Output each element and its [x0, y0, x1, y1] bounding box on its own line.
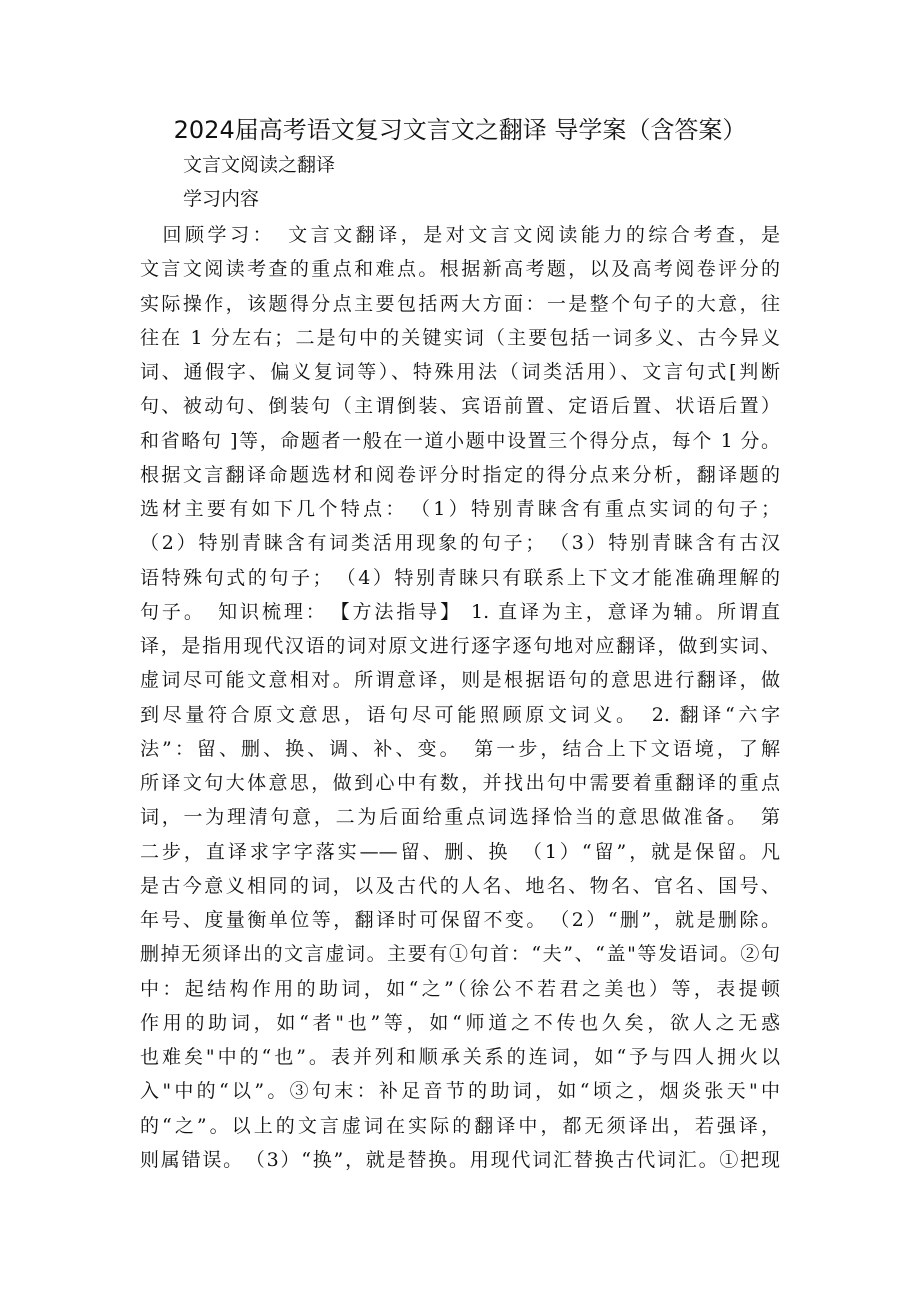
text-line: 文言文阅读考查的重点和难点。根据新高考题，以及高考阅卷评分的: [140, 258, 780, 281]
text-line: （2）特别青睐含有词类活用现象的句子； （3）特别青睐含有古汉: [140, 532, 780, 555]
text-line: 译，是指用现代汉语的词对原文进行逐字逐句地对应翻译，做到实词、: [140, 635, 780, 657]
text-line: 实际操作，该题得分点主要包括两大方面：一是整个句子的大意，往: [140, 292, 780, 315]
subheading-study-content: 学习内容: [183, 188, 260, 210]
text-line: 根据文言翻译命题选材和阅卷评分时指定的得分点来分析，翻译题的: [140, 463, 780, 486]
text-line: 句子。 知识梳理： 【方法指导】 1. 直译为主，意译为辅。所谓直: [140, 600, 780, 623]
text-line: 也难矣"中的“也”。表并列和顺承关系的连词，如“予与四人拥火以: [140, 1046, 780, 1068]
text-line: 语特殊句式的句子； （4）特别青睐只有联系上下文才能准确理解的: [140, 566, 780, 589]
body-paragraph: [140, 218, 780, 1177]
text-line: 入"中的“以”。③句末：补足音节的助词，如“顷之，烟炎张天"中: [140, 1080, 780, 1103]
text-line: 到尽量符合原文意思，语句尽可能照顾原文词义。 2. 翻译“六字: [140, 703, 780, 726]
document-title: 2024届高考语文复习文言文之翻译 导学案（含答案）: [173, 116, 747, 144]
text-line: 删掉无须译出的文言虚词。主要有①句首：“夫”、“盖"等发语词。②句: [140, 943, 780, 966]
text-line: 句、被动句、倒装句（主谓倒装、宾语前置、定语后置、状语后置）: [140, 395, 780, 418]
text-line: 回顾学习： 文言文翻译，是对文言文阅读能力的综合考查，是: [140, 224, 780, 246]
text-line: 往在 1 分左右；二是句中的关键实词（主要包括一词多义、古今异义: [140, 326, 780, 349]
text-line: 作用的助词，如“者"也”等，如“师道之不传也久矣，欲人之无惑: [140, 1011, 780, 1034]
text-line: 虚词尽可能文意相对。所谓意译，则是根据语句的意思进行翻译，做: [140, 669, 780, 692]
text-line: 和省略句 ]等，命题者一般在一道小题中设置三个得分点，每个 1 分。: [140, 429, 780, 452]
text-line: 所译文句大体意思，做到心中有数，并找出句中需要着重翻译的重点: [140, 772, 780, 794]
subheading-translation: 文言文阅读之翻译: [183, 154, 336, 176]
text-line: 二步，直译求字字落实——留、删、换 （1）“留”，就是保留。凡: [140, 840, 780, 863]
text-line: 则属错误。 （3）“换”，就是替换。用现代词汇替换古代词汇。①把现: [140, 1148, 780, 1171]
text-line: 是古今意义相同的词，以及古代的人名、地名、物名、官名、国号、: [140, 874, 780, 897]
text-line: 选材主要有如下几个特点： （1）特别青睐含有重点实词的句子；: [140, 498, 780, 520]
text-line: 法”：留、删、换、调、补、变。 第一步，结合上下文语境，了解: [140, 737, 780, 760]
text-line: 词、通假字、偏义复词等）、特殊用法（词类活用）、文言句式[判断: [140, 361, 780, 383]
text-line: 年号、度量衡单位等，翻译时可保留不变。 （2）“删”，就是删除。: [140, 909, 780, 931]
text-line: 词，一为理清句意，二为后面给重点词选择恰当的意思做准备。 第: [140, 806, 780, 829]
text-line: 的“之”。以上的文言虚词在实际的翻译中，都无须译出，若强译，: [140, 1114, 780, 1137]
text-line: 中：起结构作用的助词，如“之”（徐公不若君之美也）等，表提顿: [140, 977, 780, 1000]
